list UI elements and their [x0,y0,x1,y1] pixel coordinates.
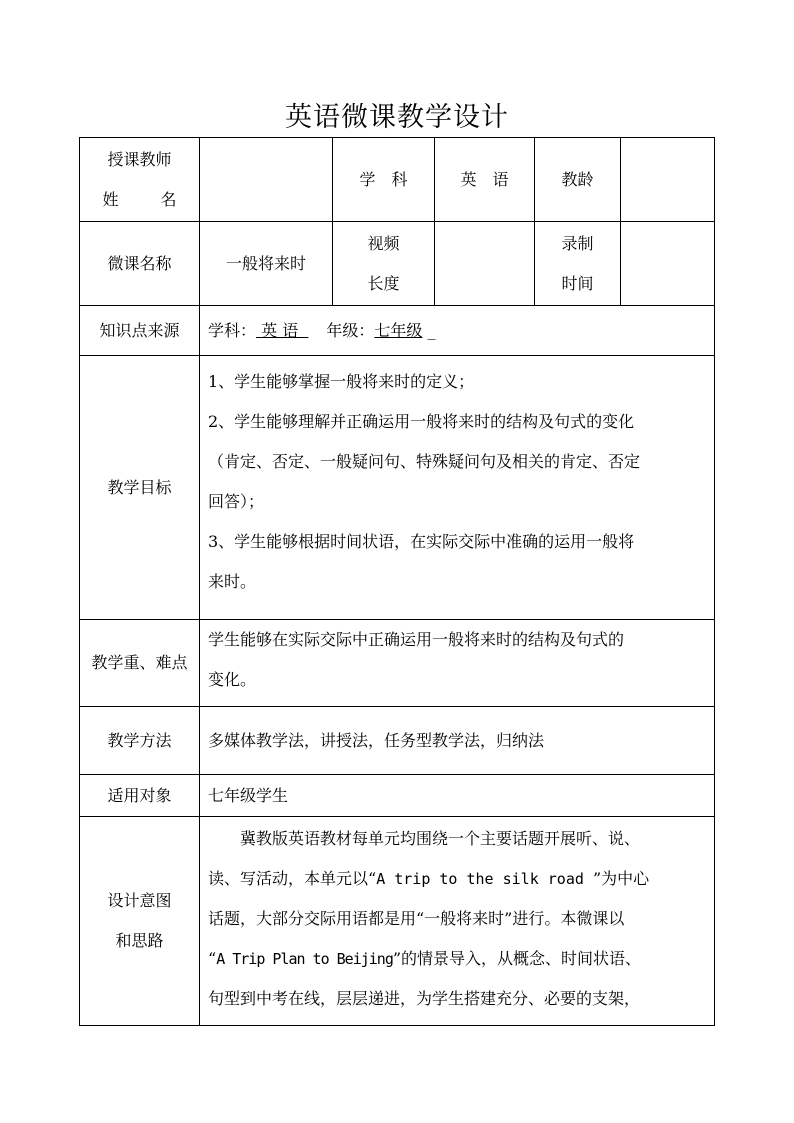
record-label-line1: 录制 [561,233,594,253]
record-label-line2: 时间 [561,273,594,293]
teacher-label-line2 [80,180,199,220]
teacher-name-label-cell [80,138,200,222]
rationale-line2-a: 读、写活动，本单元以“ [208,869,377,888]
key-points-content [200,620,715,707]
goal-1: 1、学生能够掌握一般将来时的定义； [208,372,475,391]
knowledge-source-label: 知识点来源 [80,306,200,356]
teaching-method-label: 教学方法 [80,707,200,775]
teacher-label-ming: 名 [160,189,177,209]
row-key-points [80,620,715,707]
source-grade-value: 七年级 [374,320,423,340]
target-audience-label: 适用对象 [80,775,200,817]
rationale-line2-english: A trip to the silk road [376,870,593,888]
design-label-line2: 和思路 [115,931,164,950]
source-trailing-blank: _ [422,320,436,340]
subject-value: 英 语 [435,138,535,222]
key-points-line1: 学生能够在实际交际中正确运用一般将来时的结构及句式的 [208,630,625,649]
row-teaching-goals [80,356,715,620]
key-points-line2: 变化。 [208,670,257,689]
rationale-line1: 冀教版英语教材每单元均围绕一个主要话题开展听、说、 [240,829,641,848]
goal-3-line1: 3、学生能够根据时间状语，在实际交际中准确的运用一般将 [208,532,635,551]
source-subject-prefix: 学科： [208,320,257,340]
teaching-goals-label: 教学目标 [80,356,200,620]
teacher-label-line1: 授课教师 [107,149,172,169]
course-name-value: 一般将来时 [200,222,333,306]
rationale-line4-english: A Trip Plan to Beijing [216,950,393,968]
design-rationale-label [80,817,200,1026]
row-course [80,222,715,306]
rationale-line4 [208,939,708,979]
row-teacher [80,138,715,222]
goal-2-line1: 2、学生能够理解并正确运用一般将来时的结构及句式的变化 [208,412,635,431]
video-label-line1: 视频 [367,233,400,253]
record-time-label [535,222,621,306]
video-length-label [333,222,435,306]
video-label-line2: 长度 [367,273,400,293]
record-time-value[interactable] [621,222,715,306]
rationale-line3: 话题，大部分交际用语都是用“一般将来时”进行。本微课以 [208,909,625,928]
goal-3-line2: 来时。 [208,572,257,591]
source-grade-prefix: 年级： [326,320,375,340]
goal-2-line2: （肯定、否定、一般疑问句、特殊疑问句及相关的肯定、否定 [208,452,641,471]
page-title: 英语微课教学设计 [285,102,509,133]
row-target-audience [80,775,715,817]
teaching-goals-content [200,356,715,620]
key-points-label: 教学重、难点 [80,620,200,707]
design-rationale-content [200,817,715,1026]
teaching-age-label: 教龄 [535,138,621,222]
row-teaching-method [80,707,715,775]
design-label-line1: 设计意图 [107,891,172,910]
teacher-label-xing: 姓 [102,189,119,209]
rationale-line2 [208,859,708,899]
course-name-label: 微课名称 [80,222,200,306]
row-design-rationale [80,817,715,1026]
rationale-line4-c: ”的情景导入，从概念、时间状语、 [392,949,642,968]
video-length-value[interactable] [435,222,535,306]
rationale-line4-a: “ [208,949,217,968]
teaching-method-value: 多媒体教学法，讲授法，任务型教学法，归纳法 [200,707,715,775]
source-subject-value: 英 语 [256,320,309,340]
teaching-age-value[interactable] [621,138,715,222]
target-audience-value: 七年级学生 [200,775,715,817]
goal-2-line3: 回答）； [208,492,265,511]
lesson-design-table [79,137,715,1026]
knowledge-source-value [200,306,715,356]
rationale-line2-c: ”为中心 [592,869,650,888]
rationale-line5: 句型到中考在线，层层递进，为学生搭建充分、必要的支架， [208,989,641,1008]
teacher-name-value[interactable] [200,138,333,222]
subject-label: 学 科 [333,138,435,222]
row-knowledge-source [80,306,715,356]
